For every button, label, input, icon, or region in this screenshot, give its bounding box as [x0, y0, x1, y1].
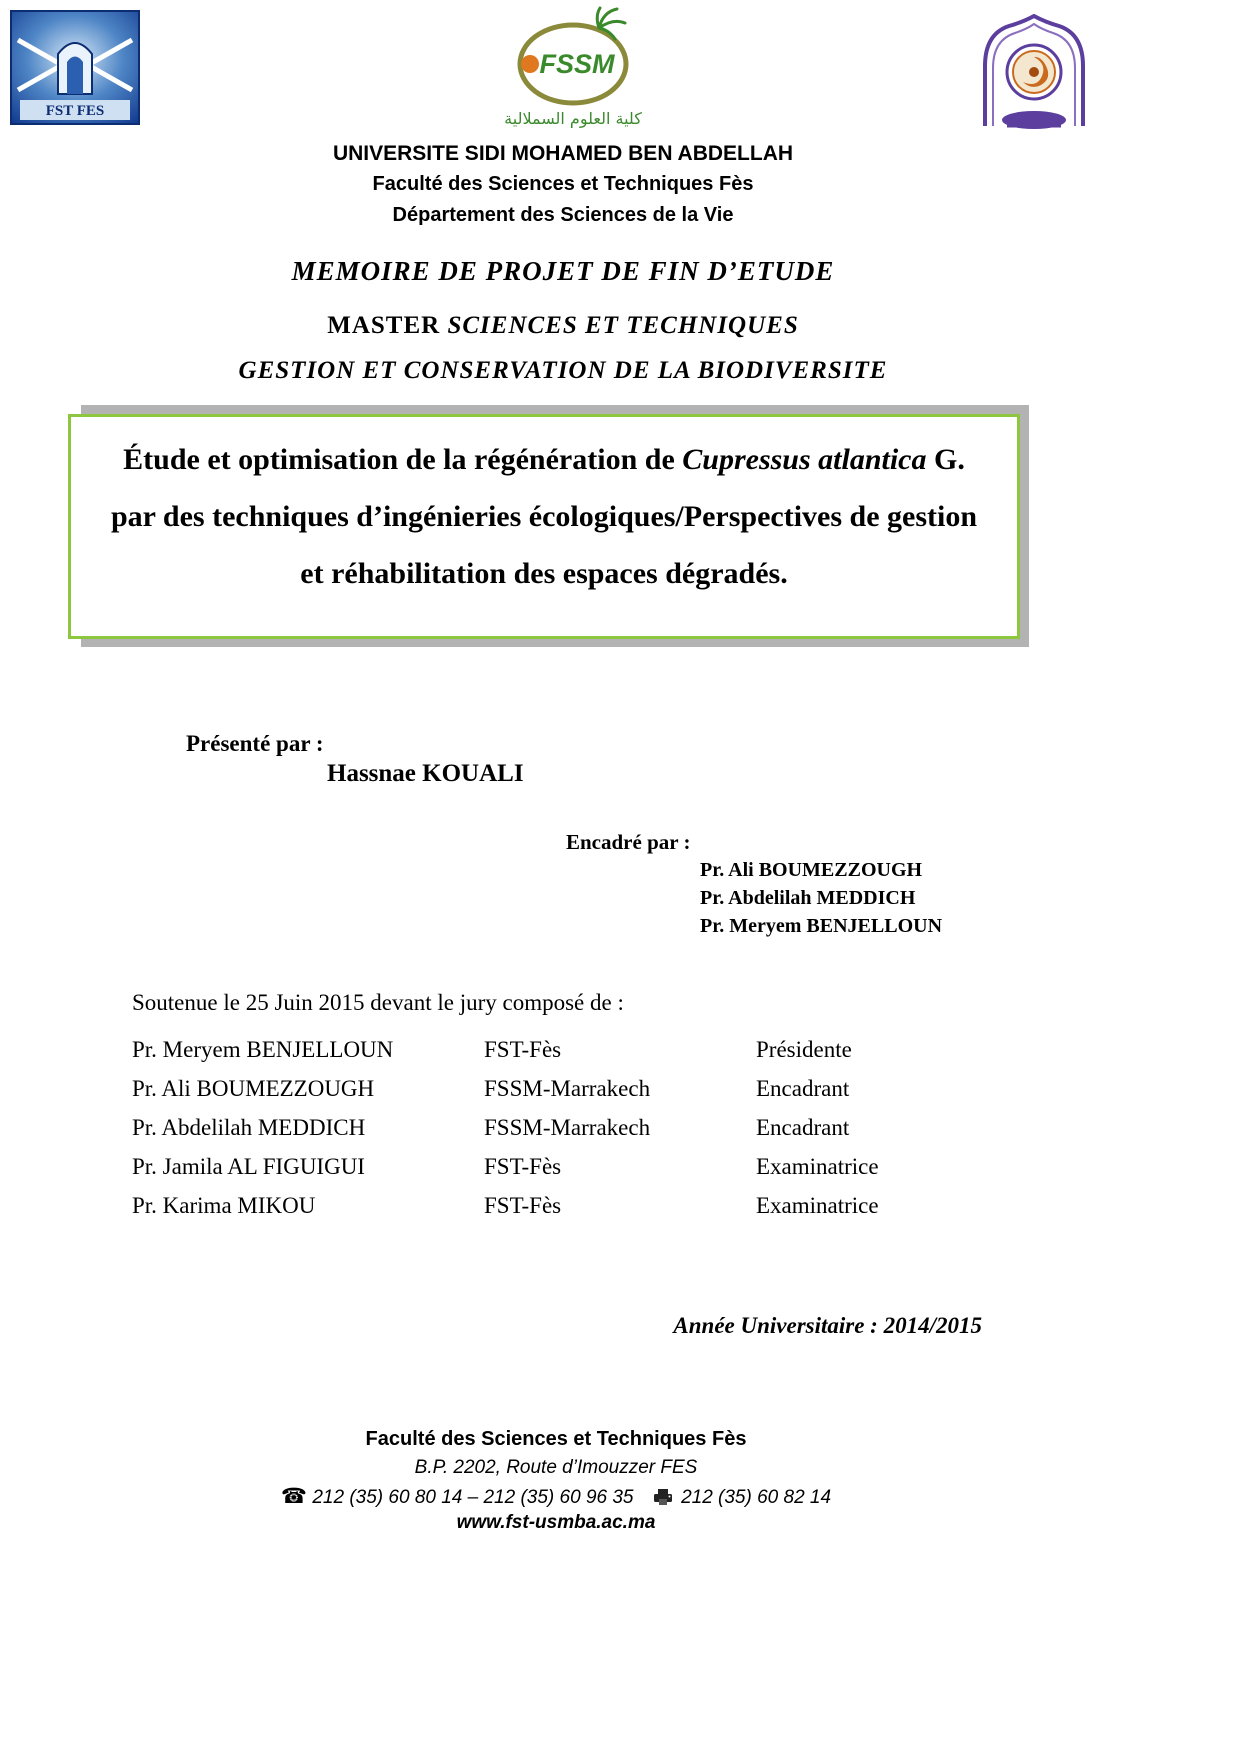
jury-member-role: Encadrant [756, 1076, 850, 1101]
memoire-heading: MEMOIRE DE PROJET DE FIN D’ETUDE [291, 256, 835, 286]
supervisor-name: Pr. Meryem BENJELLOUN [700, 915, 943, 937]
thesis-title-box [68, 414, 1020, 639]
presented-by-label: Présenté par : [186, 731, 324, 756]
master-heading [0, 312, 1126, 340]
footer-fax: 212 (35) 60 82 14 [681, 1487, 832, 1508]
footer-address: B.P. 2202, Route d’Imouzzer FES [414, 1457, 698, 1478]
university-name: UNIVERSITE SIDI MOHAMED BEN ABDELLAH [332, 142, 794, 165]
footer-faculty: Faculté des Sciences et Techniques Fès [365, 1428, 747, 1450]
master-prefix: MASTER [327, 312, 448, 339]
jury-member-affiliation: FST-Fès [484, 1193, 562, 1218]
jury-row [132, 1147, 1072, 1186]
jury-member-role: Encadrant [756, 1115, 850, 1140]
jury-member-affiliation: FSSM-Marrakech [484, 1076, 651, 1101]
fssm-logo-label: FSSM [539, 49, 615, 79]
jury-row [132, 1186, 1072, 1225]
footer-website: www.fst-usmba.ac.ma [456, 1512, 656, 1533]
faculty-name: Faculté des Sciences et Techniques Fès [372, 173, 754, 195]
jury-member-affiliation: FST-Fès [484, 1037, 562, 1062]
jury-member-name: Pr. Karima MIKOU [132, 1193, 316, 1218]
footer-contact-line [0, 1484, 1112, 1509]
supervisor-list [700, 856, 942, 940]
jury-member-affiliation: FST-Fès [484, 1154, 562, 1179]
usmba-emblem-logo [963, 14, 1105, 136]
fst-fes-logo-label: FST FES [45, 103, 105, 119]
academic-year: Année Universitaire : 2014/2015 [673, 1313, 982, 1338]
thesis-title-part1: Étude et optimisation de la régénération de [123, 443, 683, 476]
jury-row [132, 1069, 1072, 1108]
supervised-by-label: Encadré par : [566, 830, 691, 854]
jury-member-name: Pr. Ali BOUMEZZOUGH [132, 1076, 375, 1101]
jury-member-role: Présidente [756, 1037, 852, 1062]
supervisor-name: Pr. Ali BOUMEZZOUGH [700, 859, 923, 881]
fssm-logo [503, 6, 643, 136]
jury-row [132, 1108, 1072, 1147]
thesis-title-species: Cupressus atlantica [682, 443, 927, 476]
fax-icon [653, 1489, 673, 1505]
jury-member-affiliation: FSSM-Marrakech [484, 1115, 651, 1140]
jury-member-name: Pr. Meryem BENJELLOUN [132, 1037, 394, 1062]
jury-table [132, 1030, 1072, 1225]
defense-intro: Soutenue le 25 Juin 2015 devant le jury composé de : [132, 990, 624, 1015]
jury-member-role: Examinatrice [756, 1154, 879, 1179]
usmba-emblem-graphic [963, 14, 1105, 136]
fssm-logo-arabic-label: كلية العلوم السملالية [504, 109, 642, 128]
jury-row [132, 1030, 1072, 1069]
thesis-title-part2: G. par des techniques d’ingénieries écologiques/Perspectives de gestion et réhabilitation des espaces dégradés. [110, 443, 978, 590]
footer-phones: 212 (35) 60 80 14 – 212 (35) 60 96 35 [312, 1487, 634, 1508]
fssm-logo-graphic [503, 6, 643, 136]
speciality-heading: GESTION ET CONSERVATION DE LA BIODIVERSITE [238, 357, 888, 384]
jury-member-role: Examinatrice [756, 1193, 879, 1218]
department-name: Département des Sciences de la Vie [392, 204, 734, 226]
fst-fes-logo-graphic [10, 10, 140, 125]
supervisor-name: Pr. Abdelilah MEDDICH [700, 887, 916, 909]
jury-member-name: Pr. Jamila AL FIGUIGUI [132, 1154, 365, 1179]
master-speciality: SCIENCES ET TECHNIQUES [447, 312, 799, 339]
phone-icon: ☎ [280, 1484, 308, 1508]
jury-member-name: Pr. Abdelilah MEDDICH [132, 1115, 366, 1140]
fst-fes-logo [10, 10, 140, 125]
author-name: Hassnae KOUALI [327, 760, 524, 787]
